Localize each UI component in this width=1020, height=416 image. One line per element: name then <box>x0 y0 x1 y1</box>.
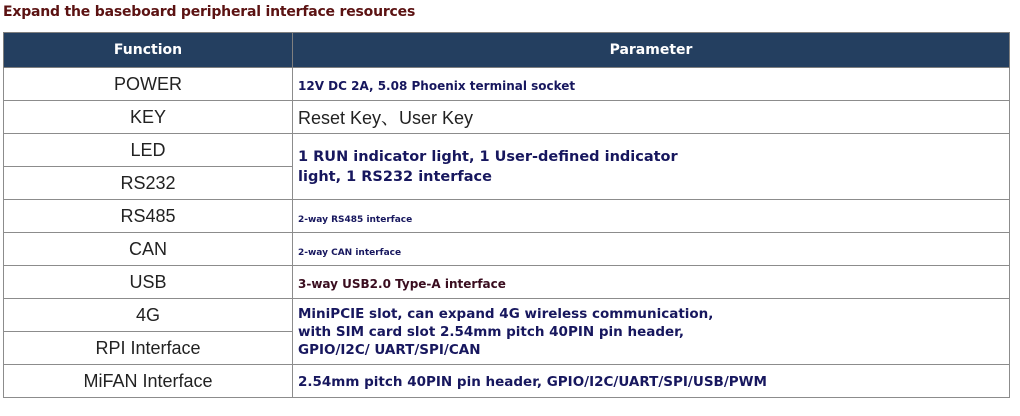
interface-table <box>3 32 1010 398</box>
parameter-text: 1 RUN indicator light, 1 User-defined indicator light, 1 RS232 interface <box>298 148 678 185</box>
parameter-text: 3-way USB2.0 Type-A interface <box>298 276 506 291</box>
parameter-text: Reset Key、User Key <box>298 108 474 128</box>
parameter-cell <box>293 365 1010 398</box>
header-function: Function <box>4 33 293 68</box>
parameter-cell <box>293 134 1010 200</box>
function-cell: 4G <box>4 299 293 332</box>
parameter-cell <box>293 299 1010 365</box>
header-parameter: Parameter <box>293 33 1010 68</box>
parameter-text: 2-way RS485 interface <box>298 214 413 225</box>
function-cell: LED <box>4 134 293 167</box>
parameter-cell <box>293 266 1010 299</box>
parameter-cell <box>293 200 1010 233</box>
page-title: Expand the baseboard peripheral interface resources <box>3 4 416 20</box>
parameter-cell <box>293 101 1010 134</box>
parameter-text: 2-way CAN interface <box>298 247 402 258</box>
table-row <box>4 101 1010 134</box>
function-cell: POWER <box>4 68 293 101</box>
table-row <box>4 200 1010 233</box>
table-row <box>4 68 1010 101</box>
parameter-cell <box>293 68 1010 101</box>
function-cell: KEY <box>4 101 293 134</box>
function-cell: CAN <box>4 233 293 266</box>
function-cell: MiFAN Interface <box>4 365 293 398</box>
table-header-row <box>4 33 1010 68</box>
table-row <box>4 365 1010 398</box>
table-row <box>4 233 1010 266</box>
parameter-text: MiniPCIE slot, can expand 4G wireless communication, with SIM card slot 2.54mm pitch 40PIN pin header, GPIO/I2C/ UART/SPI/CAN <box>298 305 714 358</box>
parameter-text: 2.54mm pitch 40PIN pin header, GPIO/I2C/UART/SPI/USB/PWM <box>298 374 767 390</box>
function-cell: RS485 <box>4 200 293 233</box>
table-row <box>4 299 1010 332</box>
function-cell: RS232 <box>4 167 293 200</box>
table-row <box>4 266 1010 299</box>
table-row <box>4 134 1010 167</box>
function-cell: USB <box>4 266 293 299</box>
parameter-cell <box>293 233 1010 266</box>
function-cell: RPI Interface <box>4 332 293 365</box>
parameter-text: 12V DC 2A, 5.08 Phoenix terminal socket <box>298 78 576 93</box>
